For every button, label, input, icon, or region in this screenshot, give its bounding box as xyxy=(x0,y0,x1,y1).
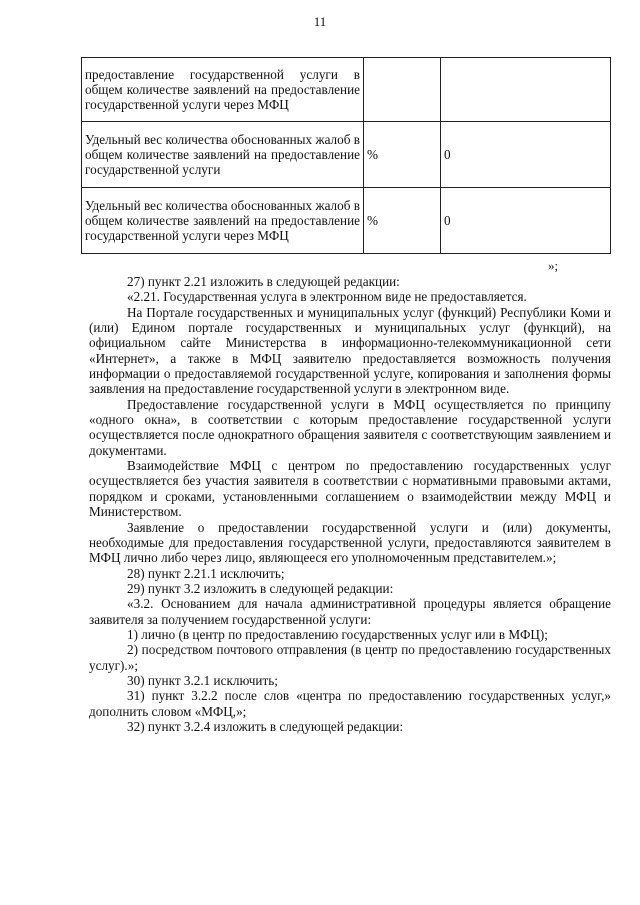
table-row xyxy=(82,122,611,188)
table-cell-value xyxy=(441,58,611,122)
paragraph: 2) посредством почтового отправления (в центр по предоставлению государственных услуг).»; xyxy=(89,642,611,673)
table-cell-value: 0 xyxy=(441,122,611,188)
table-cell-indicator: предоставление государственной услуги в общем количестве заявлений на предоставление государственной услуги через МФЦ xyxy=(82,58,364,122)
paragraph: 31) пункт 3.2.2 после слов «центра по предоставлению государственных услуг,» дополнить словом «МФЦ,»; xyxy=(89,688,611,719)
document-body xyxy=(89,274,611,734)
paragraph: 1) лично (в центр по предоставлению государственных услуг или в МФЦ); xyxy=(127,626,548,642)
paragraph: Взаимодействие МФЦ с центром по предоставлению государственных услуг осуществляется без участия заявителя в соответствии с нормативными правовыми актами, порядком и сроками, установленными соглашением о взаимодействии между МФЦ и Министерством. xyxy=(89,458,611,520)
paragraph: «3.2. Основанием для начала административной процедуры является обращение заявителя за получением государственной услуги: xyxy=(89,596,611,627)
paragraph: 32) пункт 3.2.4 изложить в следующей редакции: xyxy=(127,718,404,734)
paragraph: 30) пункт 3.2.1 исключить; xyxy=(127,672,278,688)
table-row xyxy=(82,188,611,254)
table-cell-value: 0 xyxy=(441,188,611,254)
paragraph: «2.21. Государственная услуга в электронном виде не предоставляется. xyxy=(127,289,527,305)
paragraph: 27) пункт 2.21 изложить в следующей редакции: xyxy=(127,274,400,289)
paragraph: 29) пункт 3.2 изложить в следующей редакции: xyxy=(127,580,394,596)
table-cell-unit: % xyxy=(364,122,441,188)
table-cell-indicator: Удельный вес количества обоснованных жалоб в общем количестве заявлений на предоставление государственной услуги через МФЦ xyxy=(82,188,364,254)
table-cell-indicator: Удельный вес количества обоснованных жалоб в общем количестве заявлений на предоставление государственной услуги xyxy=(82,122,364,188)
table-cell-unit xyxy=(364,58,441,122)
indicators-table xyxy=(81,57,611,254)
page-number: 11 xyxy=(313,14,327,29)
paragraph: 28) пункт 2.21.1 исключить; xyxy=(127,565,285,581)
paragraph: На Портале государственных и муниципальных услуг (функций) Республики Коми и (или) Едином портале государственных и муниципальных услуг (функций), на официальном сайте Министерства в информационно-телекоммуникационной сети «Интернет», а также в МФЦ заявителю предоставляется возможность получения информации о предоставляемой государственной услуге, копирования и заполнения формы заявления на предоставление государственной услуги в электронном виде. xyxy=(89,304,611,397)
paragraph: Предоставление государственной услуги в МФЦ осуществляется по принципу «одного окна», в соответствии с которым предоставление государственной услуги осуществляется после однократного обращения заявителя с соответствующим заявлением и документами. xyxy=(89,396,611,458)
paragraph: Заявление о предоставлении государственной услуги и (или) документы, необходимые для предоставления государственной услуги, предоставляются заявителем в МФЦ лично либо через лицо, являющееся его уполномоченным представителем.»; xyxy=(89,519,611,566)
table-cell-unit: % xyxy=(364,188,441,254)
table-row xyxy=(82,58,611,122)
closing-quote: »; xyxy=(548,258,559,273)
